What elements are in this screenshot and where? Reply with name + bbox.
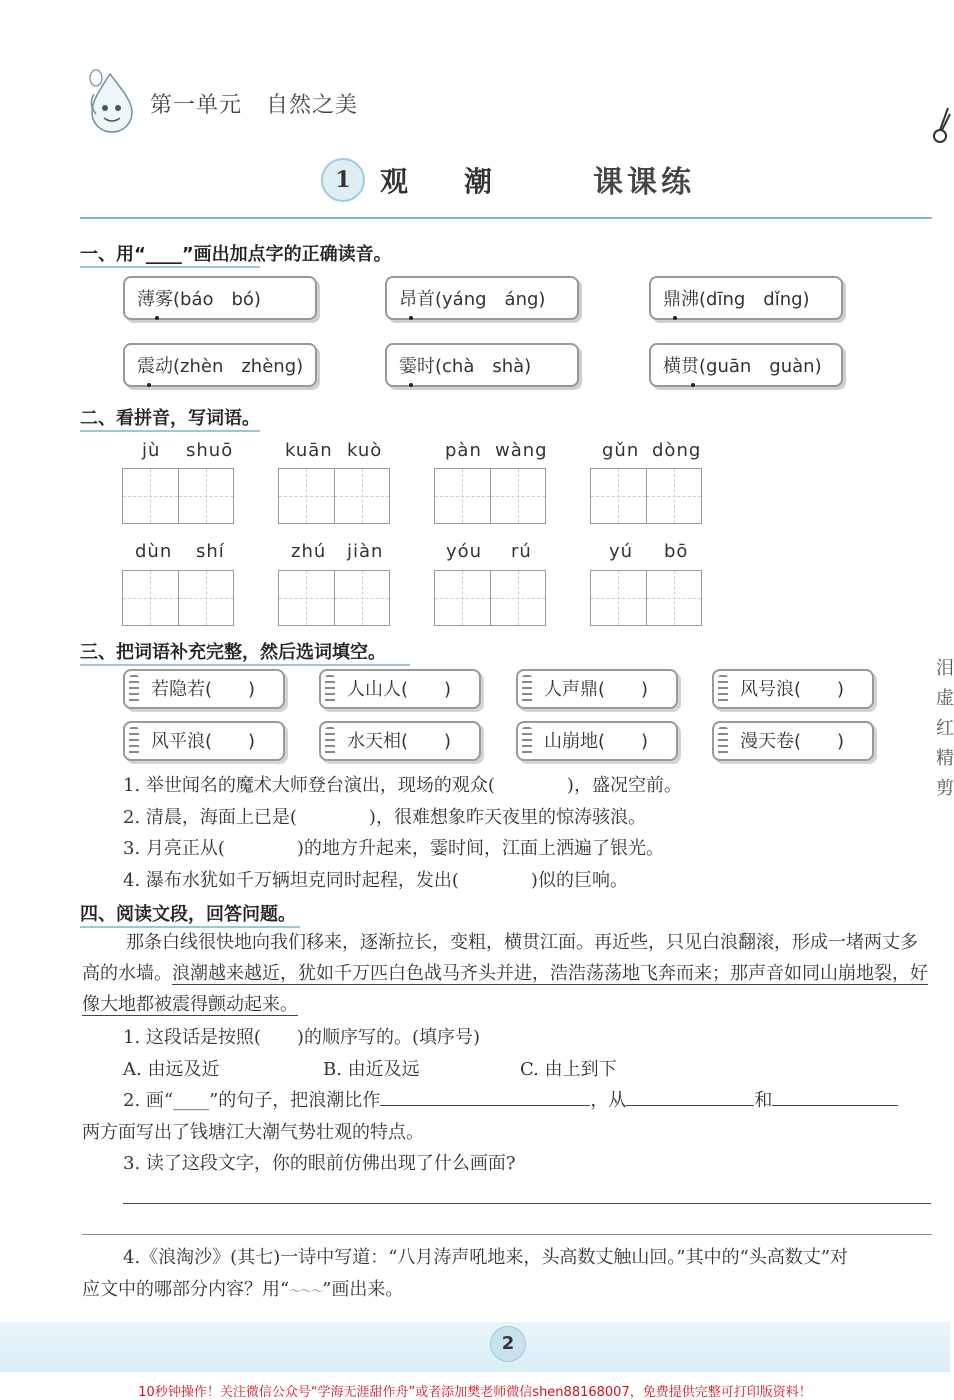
pinyin: shuō [186,440,234,461]
writing-grid[interactable] [590,570,702,626]
wavy-mark: ～～～ [289,1284,323,1298]
question-4-cont: 应文中的哪部分内容？用“～～～”画出来。 [82,1279,404,1300]
fill-sentence: 4. 瀑布水犹如千万辆坦克同时起程，发出( )似的巨响。 [123,870,628,891]
question-4: 4.《浪淘沙》(其七)一诗中写道：“八月涛声吼地来，头高数丈触山回。”其中的“头高数丈”对 [123,1247,849,1268]
side-text: 泪虚红精剪 [936,658,954,799]
section4-title: 四、阅读文段，回答问题。 [80,904,296,925]
unit-label: 第一单元 [150,93,243,118]
pinyin: bō [664,541,689,562]
lesson-title: 观潮 [380,165,549,198]
writing-grid[interactable] [122,468,234,524]
pinyin: jiàn [347,541,384,562]
pronunciation-item: 鼎沸(dīng dǐng) [649,276,843,320]
pinyin: zhú [291,541,327,562]
section2-title: 二、看拼音，写词语。 [80,408,260,429]
water-drop-mascot-icon [84,64,142,136]
pronunciation-item: 薄雾(báo bó) [123,276,317,320]
promo-text: 10秒钟操作！关注微信公众号“学海无涯甜作舟”或者添加樊老师微信shen88168007，免费提供完整可打印版资料！ [138,1385,812,1400]
writing-grid[interactable] [122,570,234,626]
idiom-box[interactable]: 漫天卷( ) [712,721,874,761]
lesson-tag: 课课练 [593,165,695,200]
writing-grid[interactable] [434,468,546,524]
idiom-box[interactable]: 水天相( ) [319,721,481,761]
pinyin: wàng [495,440,548,461]
underlined-sentence: 浪潮越来越近，犹如千万匹白色战马齐头并进，浩浩荡荡地飞奔而来；那声音如同山崩地裂，好像大地都被震得颤动起来。 [82,963,928,1015]
pinyin: shí [196,541,225,562]
fill-sentence: 1. 举世闻名的魔术大师登台演出，现场的观众( )，盛况空前。 [123,775,682,796]
page-number: 2 [490,1326,526,1362]
pinyin: dùn [135,541,173,562]
section3-bar [80,664,410,666]
answer-line[interactable] [82,1234,932,1235]
pinyin: rú [511,541,532,562]
section1-bar [80,266,260,268]
question-2: 2. 画“____”的句子，把浪潮比作 ，从 和 [123,1086,898,1112]
pronunciation-item: 昂首(yáng áng) [385,276,579,320]
pronunciation-item: 横贯(guān guàn) [649,343,843,387]
pinyin: pàn [445,440,482,461]
section1-title: 一、用“____”画出加点字的正确读音。 [80,244,392,265]
fill-sentence: 3. 月亮正从( )的地方升起来，霎时间，江面上洒遍了银光。 [123,838,664,859]
idiom-box[interactable]: 人声鼎( ) [516,669,678,709]
idiom-box[interactable]: 风号浪( ) [712,669,874,709]
writing-grid[interactable] [278,468,390,524]
idiom-box[interactable]: 风平浪( ) [123,721,285,761]
footer-band [0,1322,950,1372]
idiom-box[interactable]: 山崩地( ) [516,721,678,761]
pinyin: kuān [285,440,333,461]
writing-grid[interactable] [278,570,390,626]
option-b: B. 由近及远 [323,1059,420,1080]
answer-line[interactable] [123,1203,931,1204]
unit-title [150,88,358,119]
section2-bar [80,430,260,432]
pinyin: yú [609,541,634,562]
question-1: 1. 这段话是按照( )的顺序写的。(填序号) [123,1027,480,1048]
pinyin: jù [142,440,161,461]
question-2-cont: 两方面写出了钱塘江大潮气势壮观的特点。 [82,1122,424,1143]
option-a: A. 由远及近 [123,1059,220,1080]
section3-title: 三、把词语补充完整，然后选词填空。 [80,642,386,663]
unit-theme: 自然之美 [266,93,359,118]
lesson-number: 1 [321,158,365,202]
scissors-icon [930,106,950,150]
pinyin: kuò [347,440,383,461]
question-3: 3. 读了这段文字，你的眼前仿佛出现了什么画面? [123,1153,516,1174]
idiom-box[interactable]: 人山人( ) [319,669,481,709]
fill-sentence: 2. 清晨，海面上已是( )，很难想象昨天夜里的惊涛骇浪。 [123,807,646,828]
idiom-box[interactable]: 若隐若( ) [123,669,285,709]
pinyin: yóu [446,541,483,562]
writing-grid[interactable] [590,468,702,524]
writing-grid[interactable] [434,570,546,626]
reading-passage: 那条白线很快地向我们移来，逐渐拉长，变粗，横贯江面。再近些，只见白浪翻滚，形成一堵两丈多高的水墙。浪潮越来越近，犹如千万匹白色战马齐头并进，浩浩荡荡地飞奔而来；那声音如同山崩地裂，好像大地都被震得颤动起来。 [82,932,928,1015]
pinyin: gǔn [602,440,640,461]
pronunciation-item: 霎时(chà shà) [385,343,579,387]
pinyin: dòng [652,440,702,461]
header-divider [80,217,932,219]
option-c: C. 由上到下 [520,1059,617,1080]
pronunciation-item: 震动(zhèn zhèng) [123,343,317,387]
